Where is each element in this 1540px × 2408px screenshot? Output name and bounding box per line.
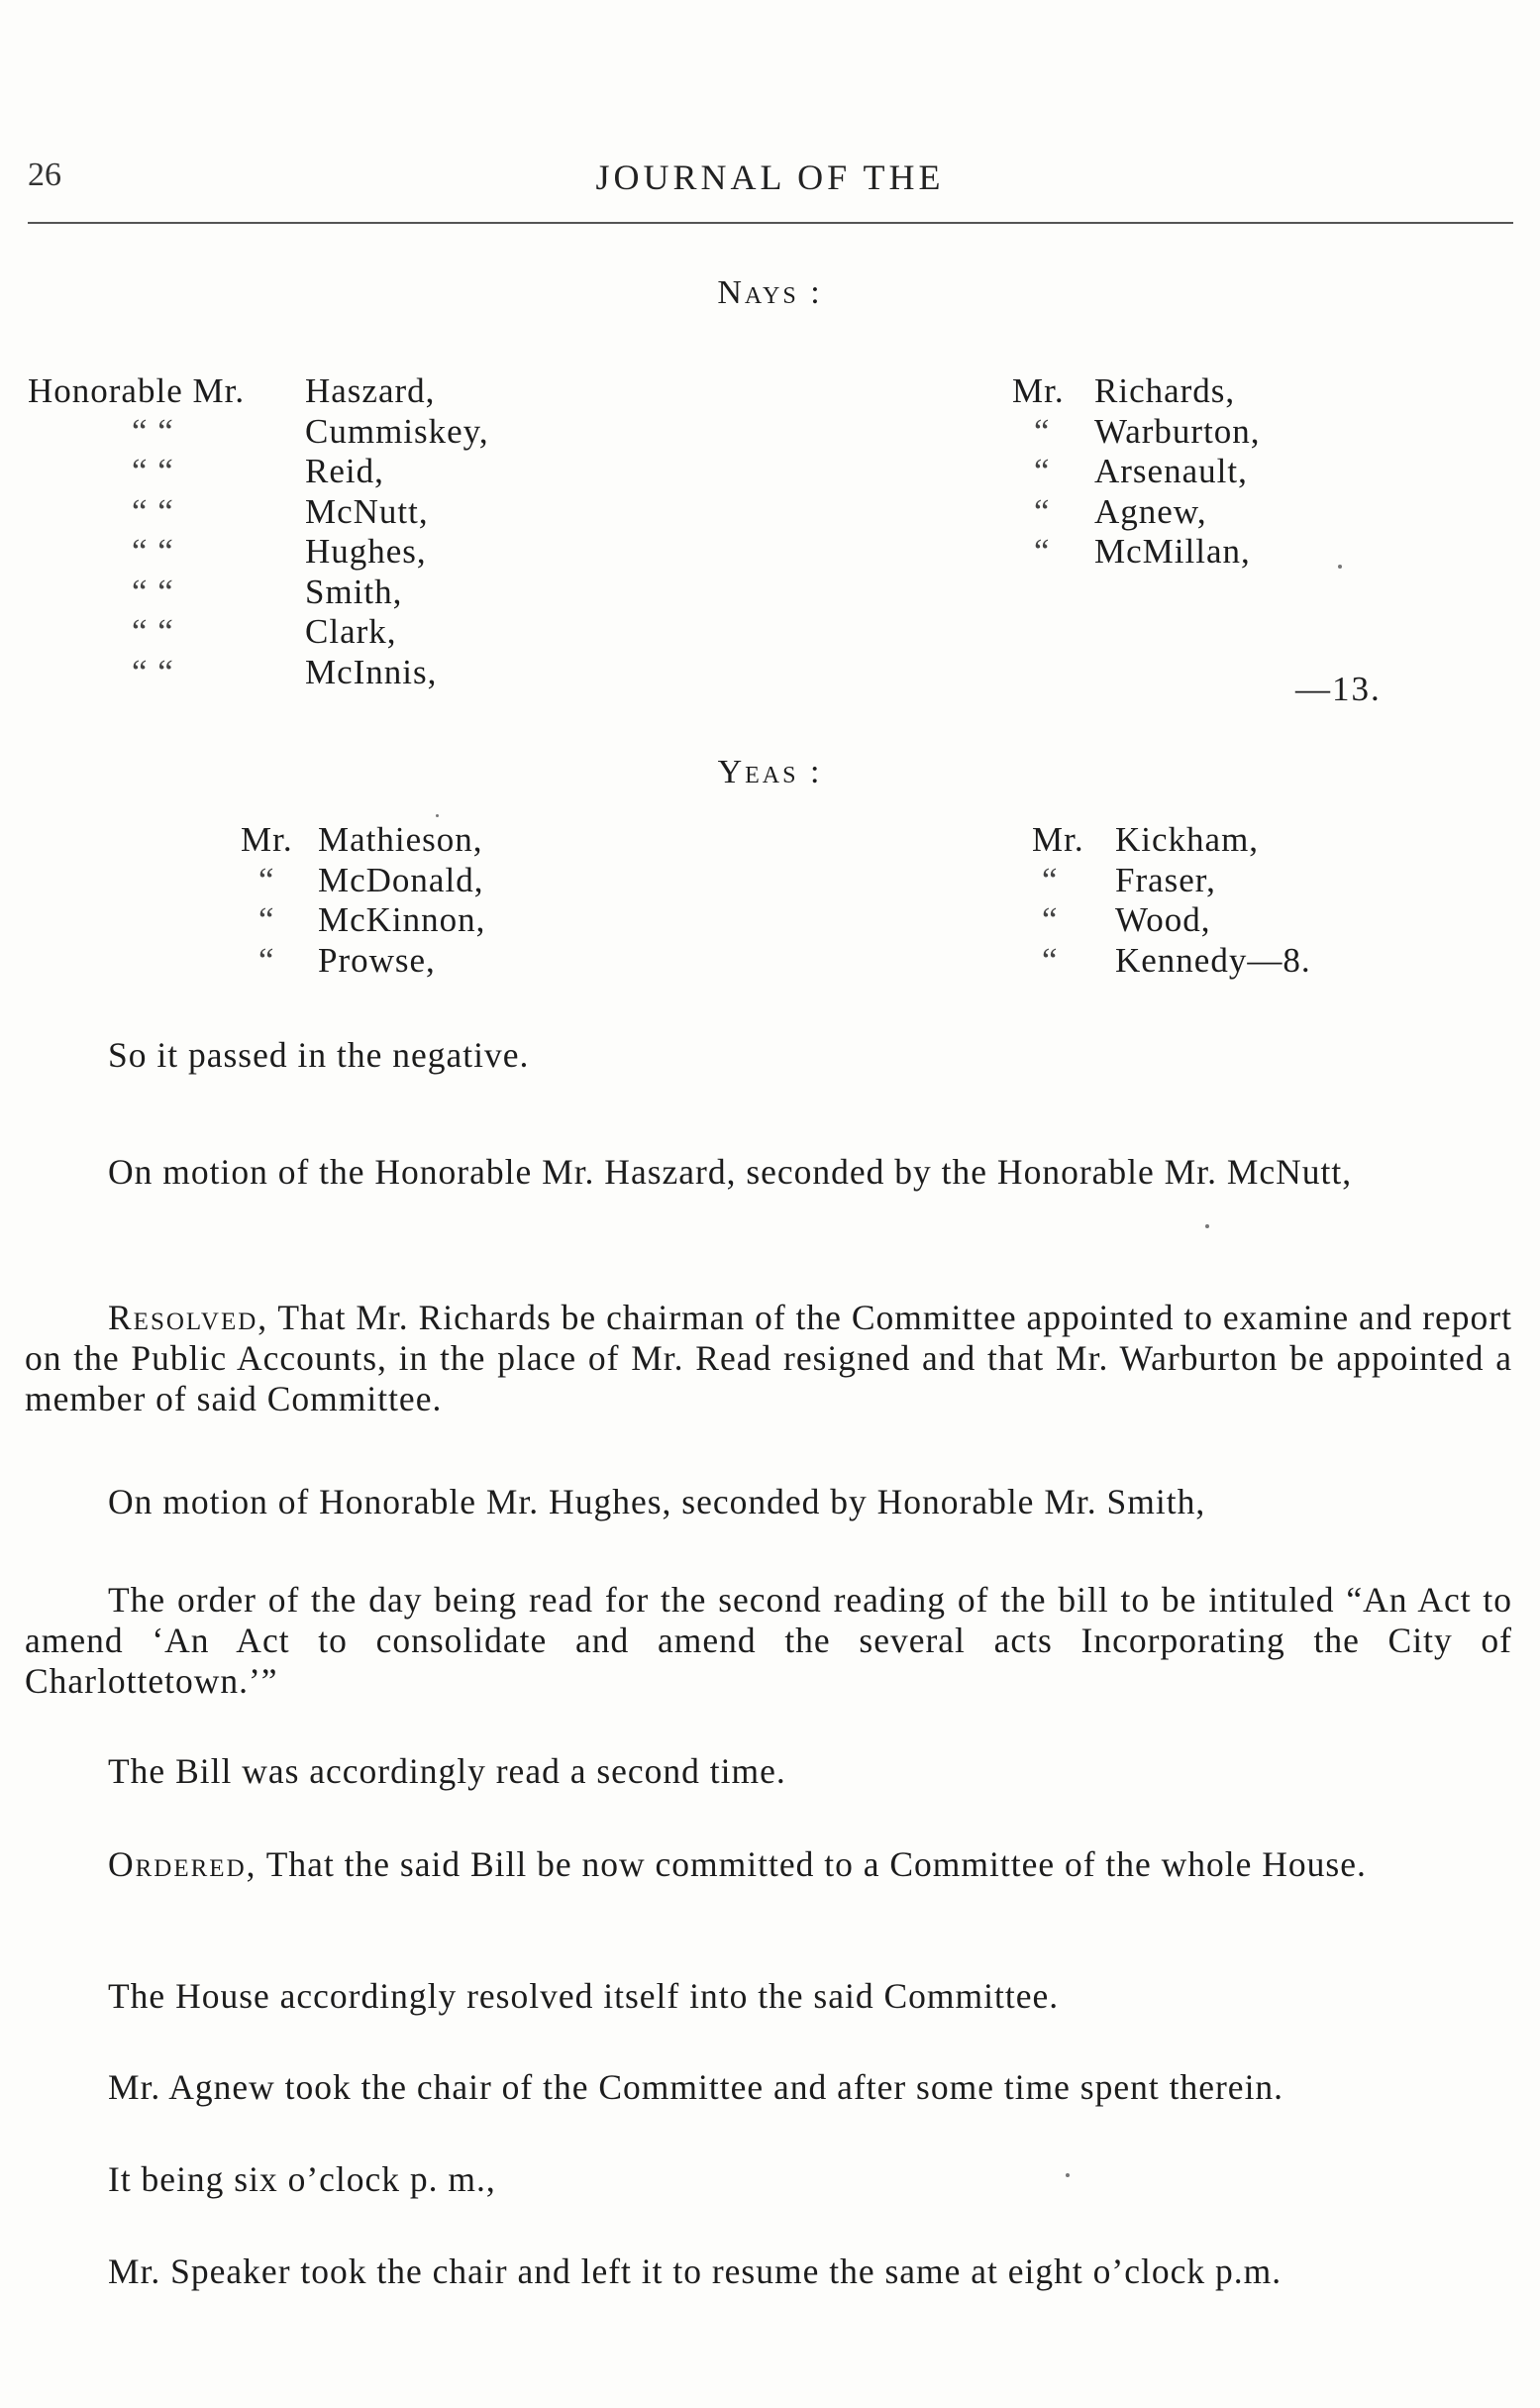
paragraph-text: The Bill was accordingly read a second time. [108, 1751, 786, 1791]
vote-row [1012, 371, 1261, 412]
member-name: Richards, [1094, 371, 1236, 410]
member-name: McKinnon, [318, 900, 486, 939]
vote-row [241, 900, 485, 941]
paragraph-text: On motion of the Honorable Mr. Haszard, seconded by the Honorable Mr. McNutt, [108, 1152, 1353, 1192]
ditto-mark: “ [258, 900, 275, 939]
paragraph-text: On motion of Honorable Mr. Hughes, seconded by Honorable Mr. Smith, [108, 1482, 1206, 1521]
yeas-heading [0, 754, 1540, 791]
page-number: 26 [28, 157, 61, 193]
ditto-mark: “ “ [132, 612, 174, 651]
scan-speck [436, 814, 439, 817]
ditto-mark: “ [258, 940, 275, 980]
ditto-mark: “ [1042, 860, 1059, 899]
ditto-mark: “ [1034, 491, 1051, 531]
vote-row [1012, 412, 1261, 453]
paragraph-order-of-day [25, 1580, 1512, 1702]
vote-row [1032, 820, 1311, 861]
scan-speck [1066, 2173, 1070, 2177]
member-name: Agnew, [1094, 491, 1207, 531]
vote-prefix: Mr. [1032, 820, 1084, 859]
paragraph-committee [25, 1976, 1512, 2017]
vote-row [28, 492, 489, 533]
member-name: Reid, [305, 452, 384, 490]
ditto-mark: “ “ [132, 491, 174, 531]
ditto-mark: “ [1034, 411, 1051, 451]
nays-heading [0, 274, 1540, 312]
member-name: Smith, [305, 572, 403, 611]
yeas-right-column [1032, 820, 1311, 981]
ditto-mark: “ [1042, 940, 1059, 980]
resolved-lead: Resolved, [108, 1298, 269, 1337]
paragraph-text: The House accordingly resolved itself into the said Committee. [108, 1976, 1060, 2016]
vote-row [28, 371, 489, 412]
vote-row [241, 861, 485, 901]
paragraph-text: Mr. Speaker took the chair and left it to resume the same at eight o’clock p.m. [108, 2251, 1283, 2291]
paragraph-text: The order of the day being read for the second reading of the bill to be intituled “An Act to amend ‘An Act to consolidate and amend the several acts Incorporating the City of Charlottetown.’” [25, 1580, 1512, 1701]
member-name: Clark, [305, 612, 397, 651]
paragraph-resolved [25, 1298, 1512, 1419]
member-name: Warburton, [1094, 411, 1261, 451]
vote-row [1032, 900, 1311, 941]
ditto-mark: “ [1042, 900, 1059, 939]
paragraph-agnew-chair [25, 2067, 1512, 2108]
vote-prefix: Mr. [1012, 371, 1065, 410]
paragraph-speaker [25, 2251, 1512, 2292]
member-name: Hughes, [305, 532, 427, 571]
member-name: McDonald, [318, 860, 484, 899]
scan-speck [1338, 565, 1342, 569]
vote-prefix: Mr. [241, 820, 293, 859]
paragraph-text: That Mr. Richards be chairman of the Committee appointed to examine and report on the Public Accounts, in the place of Mr. Read resigned and that Mr. Warburton be appointed a member of said Committee. [25, 1298, 1512, 1418]
ditto-mark: “ “ [132, 652, 174, 691]
vote-row [1012, 452, 1261, 492]
member-name: Haszard, [305, 371, 436, 410]
member-name: Arsenault, [1094, 452, 1248, 490]
scan-speck [1205, 1224, 1209, 1228]
nays-heading-text: Nays : [717, 274, 823, 311]
yeas-left-column [241, 820, 485, 981]
member-name: Prowse, [318, 940, 436, 980]
vote-prefix: Honorable Mr. [28, 371, 246, 410]
vote-row [28, 532, 489, 573]
ditto-mark: “ “ [132, 452, 174, 490]
member-name: Kickham, [1115, 820, 1260, 859]
member-name: Mathieson, [318, 820, 483, 859]
ditto-mark: “ “ [132, 572, 174, 611]
nays-total: —13. [1295, 670, 1382, 708]
paragraph-result [25, 1035, 1512, 1076]
vote-row [28, 412, 489, 453]
vote-row [241, 820, 485, 861]
vote-row [241, 941, 485, 982]
ordered-lead: Ordered, [108, 1844, 257, 1884]
paragraph-text: It being six o’clock p. m., [108, 2159, 496, 2199]
nays-right-column [1012, 371, 1261, 573]
vote-row [28, 612, 489, 653]
ditto-mark: “ [1034, 452, 1051, 490]
paragraph-text: So it passed in the negative. [108, 1035, 530, 1075]
vote-row [1012, 532, 1261, 573]
ditto-mark: “ “ [132, 532, 174, 571]
member-name: Cummiskey, [305, 411, 489, 451]
member-name: McMillan, [1094, 532, 1251, 571]
member-name: Fraser, [1115, 860, 1216, 899]
member-name: Wood, [1115, 900, 1211, 939]
ditto-mark: “ “ [132, 411, 174, 451]
ditto-mark: “ [1034, 532, 1051, 571]
paragraph-text: That the said Bill be now committed to a Committee of the whole House. [257, 1844, 1367, 1884]
paragraph-ordered [25, 1844, 1512, 1885]
member-name: McNutt, [305, 491, 429, 531]
vote-row [1032, 861, 1311, 901]
yeas-heading-text: Yeas : [717, 754, 823, 790]
vote-row [28, 573, 489, 613]
running-head: JOURNAL OF THE [595, 157, 945, 197]
member-name: Kennedy—8. [1115, 940, 1311, 980]
paragraph-text: Mr. Agnew took the chair of the Committee and after some time spent therein. [108, 2067, 1284, 2107]
paragraph-six-oclock [25, 2159, 1512, 2200]
paragraph-motion-haszard [25, 1152, 1512, 1193]
paragraph-second-reading [25, 1751, 1512, 1792]
vote-row [28, 452, 489, 492]
vote-row [1032, 941, 1311, 982]
paragraph-motion-hughes [25, 1482, 1512, 1522]
nays-left-column [28, 371, 489, 692]
ditto-mark: “ [258, 860, 275, 899]
vote-row [28, 653, 489, 693]
header-rule [28, 222, 1513, 224]
member-name: McInnis, [305, 652, 438, 691]
vote-row [1012, 492, 1261, 533]
